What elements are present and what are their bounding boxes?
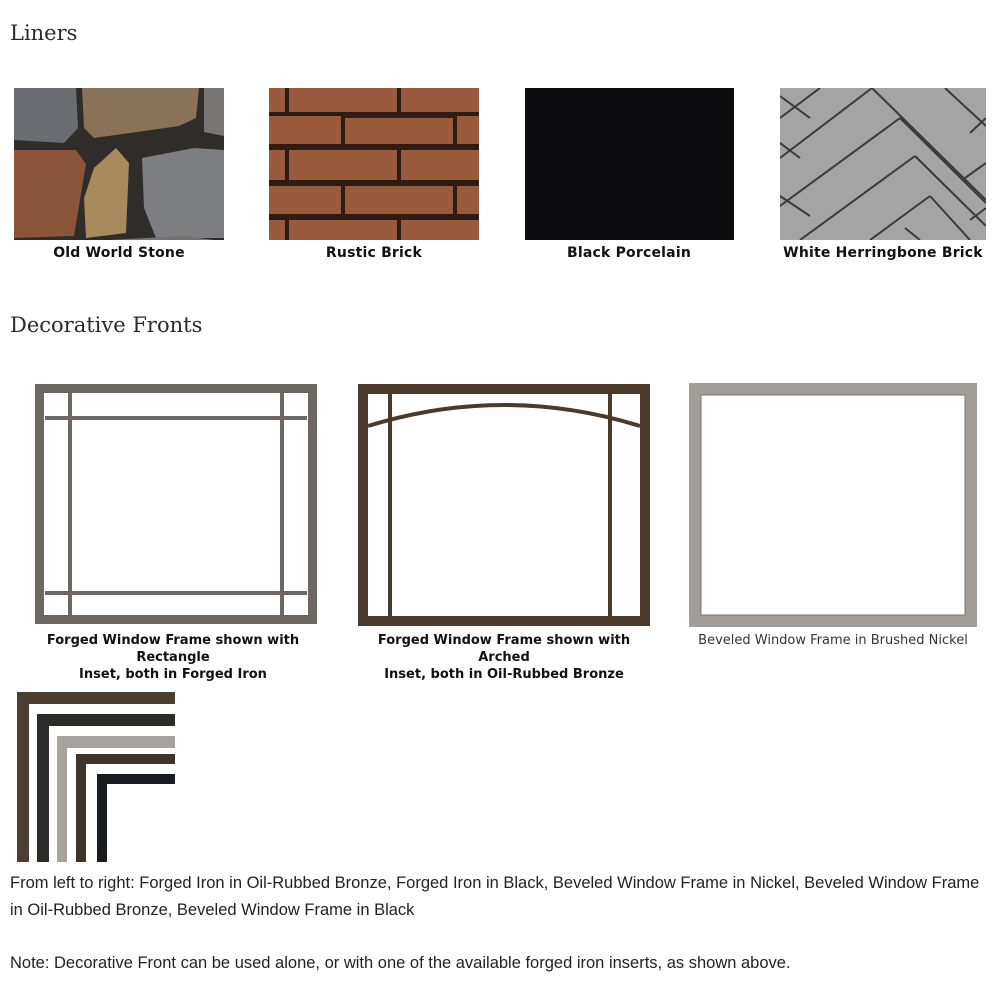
usage-note: Note: Decorative Front can be used alone, or with one of the available forged iron inserts, as shown above. (10, 954, 791, 972)
finish-corner-samples (15, 692, 177, 862)
forged-frame-rectangle-inset-image (35, 384, 317, 624)
liner-label-black-porcelain: Black Porcelain (567, 245, 691, 261)
old-world-stone-swatch (14, 88, 224, 240)
front-caption-brushed-nickel: Beveled Window Frame in Brushed Nickel (698, 633, 968, 648)
white-herringbone-brick-swatch (780, 88, 986, 240)
liner-label-rustic-brick: Rustic Brick (325, 245, 423, 261)
liner-label-white-herringbone-brick: White Herringbone Brick (783, 245, 983, 261)
decorative-fronts-heading: Decorative Fronts (10, 313, 203, 337)
black-porcelain-swatch (525, 88, 734, 240)
front-caption-arched-inset: Forged Window Frame shown with Arched Inset, both in Oil-Rubbed Bronze (377, 633, 631, 682)
rustic-brick-swatch (269, 88, 479, 240)
front-caption-rectangle-inset: Forged Window Frame shown with Rectangle Inset, both in Forged Iron (46, 633, 300, 682)
forged-frame-arched-inset-image (358, 384, 650, 626)
finishes-description: From left to right: Forged Iron in Oil-Rubbed Bronze, Forged Iron in Black, Beveled Window Frame in Nickel, Beveled Window Frame in Oil-Rubbed Bronze, Beveled Window Frame in Black (10, 874, 980, 919)
beveled-frame-brushed-nickel-image (689, 383, 977, 627)
liners-heading: Liners (10, 21, 78, 45)
liner-label-old-world-stone: Old World Stone (53, 245, 185, 261)
